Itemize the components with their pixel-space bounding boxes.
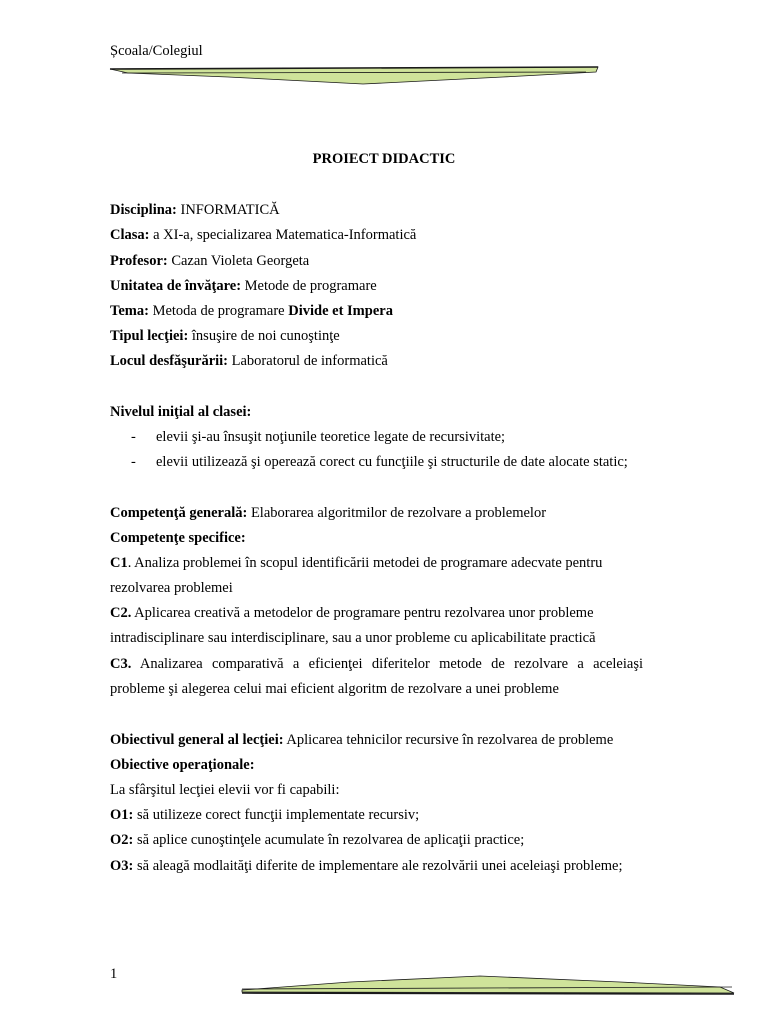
disciplina-line: [110, 201, 280, 219]
obiectiv-general-value: Aplicarea tehnicilor recursive în rezolvarea de probleme: [283, 732, 614, 748]
c1-text-1: . Analiza problemei în scopul identificării metodei de programare adecvate pentru: [127, 555, 603, 571]
obiectiv-general-line: [110, 731, 613, 749]
competenta-generala-value: Elaborarea algoritmilor de rezolvare a problemelor: [247, 505, 547, 521]
obiectiv-general-label: Obiectivul general al lecţiei:: [110, 732, 284, 748]
tema-value: Metoda de programare: [148, 303, 289, 319]
unitatea-value: Metode de programare: [241, 278, 377, 294]
c2-label: C2.: [110, 605, 132, 621]
competenta-generala-line: [110, 504, 546, 522]
obiective-intro: La sfârşitul lecţiei elevii vor fi capabili:: [110, 782, 340, 798]
clasa-value: a XI-a, specializarea Matematica-Informatică: [149, 227, 417, 243]
tipul-value: însuşire de noi cunoştinţe: [188, 328, 340, 344]
o2-value: să aplice cunoştinţele acumulate în rezolvarea de aplicaţii practice;: [133, 832, 525, 848]
unitatea-label: Unitatea de învăţare:: [110, 278, 242, 294]
o2-label: O2:: [110, 832, 134, 848]
c3-line-2: probleme şi alegerea celui mai eficient algoritm de rezolvare a unei probleme: [110, 681, 559, 697]
c2-line-2: intradisciplinare sau interdisciplinare, sau a unor probleme cu aplicabilitate practică: [110, 630, 596, 646]
nivel-item-1: elevii şi-au însuşit noţiunile teoretice legate de recursivitate;: [156, 429, 506, 445]
profesor-value: Cazan Violeta Georgeta: [167, 253, 310, 269]
o3-label: O3:: [110, 858, 134, 874]
o3-value: să aleagă modlaităţi diferite de implementare ale rezolvării unei aceleiaşi probleme;: [133, 858, 623, 874]
tipul-line: [110, 327, 340, 345]
o1-label: O1:: [110, 807, 134, 823]
o1-value: să utilizeze corect funcţii implementate recursiv;: [133, 807, 420, 823]
c2-line-1: [110, 604, 594, 622]
tema-bold: Divide et Impera: [288, 303, 393, 319]
c3-text-1: Analizarea comparativă a eficienţei diferitelor metode de rezolvare a aceleiaşi: [131, 656, 643, 672]
c2-text-1: Aplicarea creativă a metodelor de programare pentru rezolvarea unor probleme: [131, 605, 594, 621]
o3-line: [110, 857, 623, 875]
locul-label: Locul desfăşurării:: [110, 353, 229, 369]
tema-line: [110, 302, 393, 320]
unitatea-line: [110, 277, 377, 295]
nivel-label: Nivelul iniţial al clasei:: [110, 404, 252, 420]
tema-label: Tema:: [110, 303, 149, 319]
page-number: 1: [110, 966, 118, 982]
profesor-label: Profesor:: [110, 253, 168, 269]
c1-line-2: rezolvarea problemei: [110, 580, 233, 596]
c1-label: C1: [110, 555, 128, 571]
nivel-bullet-1: -: [131, 429, 136, 445]
footer-decorative-rule: [240, 974, 738, 1000]
c3-line-1: [110, 655, 643, 673]
c1-line-1: [110, 554, 602, 572]
locul-line: [110, 352, 388, 370]
competente-specifice-label: Competenţe specifice:: [110, 530, 246, 546]
nivel-bullet-2: -: [131, 454, 136, 470]
tipul-label: Tipul lecţiei:: [110, 328, 189, 344]
c3-label: C3.: [110, 656, 132, 672]
header-school: Școala/Colegiul: [110, 43, 203, 59]
nivel-item-2: elevii utilizează şi operează corect cu funcţiile şi structurile de date alocate static;: [156, 454, 628, 470]
profesor-line: [110, 252, 309, 270]
disciplina-value: INFORMATICĂ: [176, 202, 280, 218]
locul-value: Laboratorul de informatică: [228, 353, 388, 369]
disciplina-label: Disciplina:: [110, 202, 177, 218]
page-title: PROIECT DIDACTIC: [312, 151, 456, 167]
clasa-line: [110, 226, 416, 244]
o2-line: [110, 831, 524, 849]
o1-line: [110, 806, 419, 824]
clasa-label: Clasa:: [110, 227, 150, 243]
header-decorative-rule: [108, 62, 603, 86]
competenta-generala-label: Competenţă generală:: [110, 505, 248, 521]
obiective-operationale-label: Obiective operaţionale:: [110, 757, 255, 773]
